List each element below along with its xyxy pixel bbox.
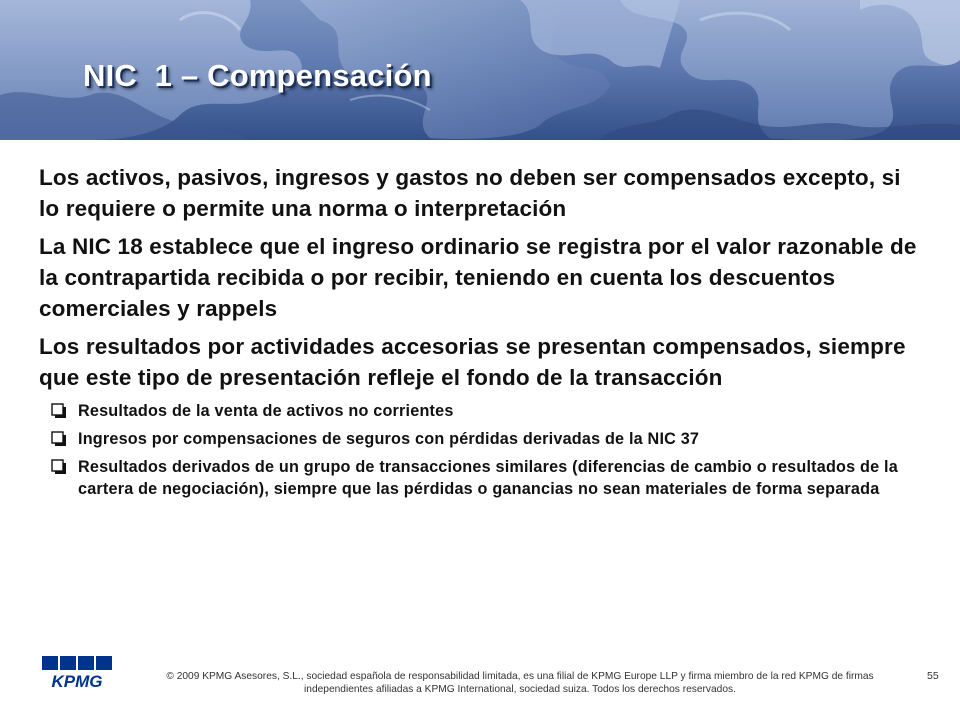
copyright-line-1: © 2009 KPMG Asesores, S.L., sociedad española de responsabilidad limitada, es una filial de KPMG Europe LLP y firma miembro de la red KPMG de firmas	[166, 671, 874, 682]
copyright-line-2: independientes afiliadas a KPMG International, sociedad suiza. Todos los derechos reservados.	[304, 684, 736, 695]
checkbox-square-icon	[51, 431, 67, 447]
sub-bullet-text: Ingresos por compensaciones de seguros con pérdidas derivadas de la NIC 37	[78, 430, 700, 448]
slide-content	[39, 162, 919, 506]
sub-bullet-text: Resultados derivados de un grupo de transacciones similares (diferencias de cambio o resultados de la cartera de negociación), siempre que las pérdidas o ganancias no sean materiales de forma separada	[78, 458, 898, 498]
sub-bullet-item	[51, 428, 919, 450]
header-banner	[0, 0, 960, 140]
svg-text:KPMG: KPMG	[51, 672, 103, 690]
sub-bullet-item	[51, 400, 919, 422]
copyright-footer	[140, 670, 900, 696]
sub-bullet-list	[39, 400, 919, 500]
checkbox-square-icon	[51, 459, 67, 475]
paragraph-nic18: La NIC 18 establece que el ingreso ordinario se registra por el valor razonable de la contrapartida recibida o por recibir, teniendo en cuenta los descuentos comerciales y rappels	[39, 234, 917, 321]
sub-bullet-item	[51, 456, 919, 500]
paragraph-compensation-rule: Los activos, pasivos, ingresos y gastos no deben ser compensados excepto, si lo requiere o permite una norma o interpretación	[39, 165, 901, 221]
slide-title: NIC 1 – Compensación	[83, 58, 432, 93]
kpmg-logo	[40, 656, 114, 690]
sub-bullet-text: Resultados de la venta de activos no corrientes	[78, 402, 454, 420]
page-number: 55	[927, 670, 939, 682]
checkbox-square-icon	[51, 403, 67, 419]
paragraph-accessory-results: Los resultados por actividades accesorias se presentan compensados, siempre que este tipo de presentación refleje el fondo de la transacción	[39, 334, 906, 390]
